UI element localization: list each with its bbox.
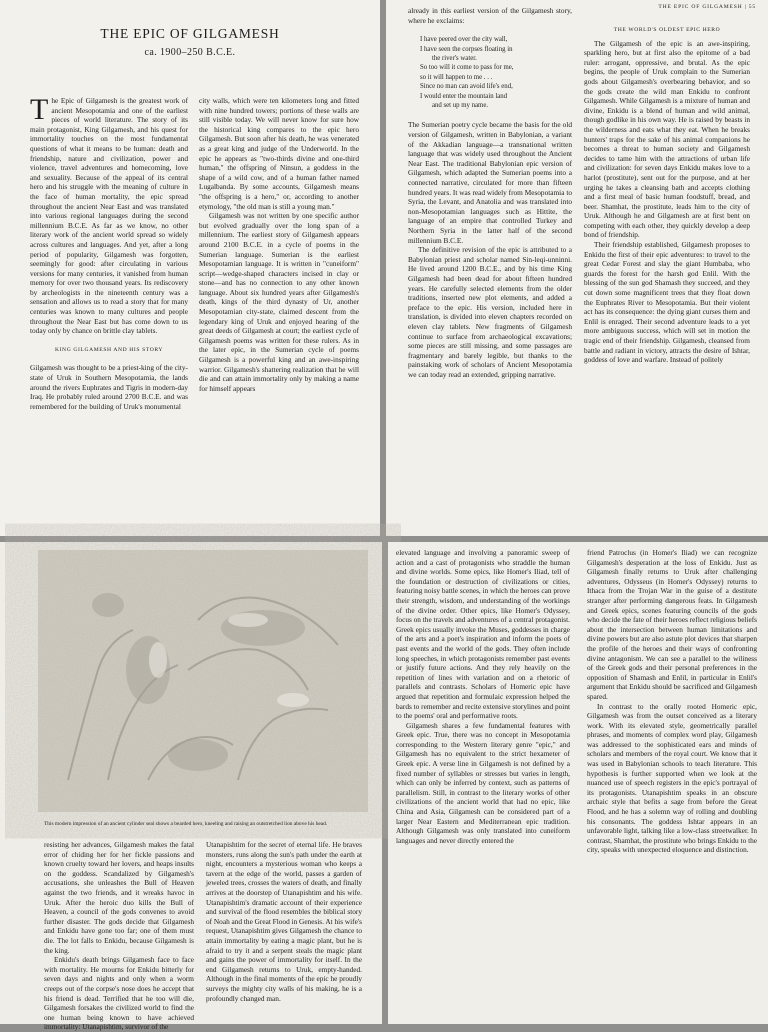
- verse-line: I have seen the corpses floating in: [420, 45, 513, 53]
- section-heading: THE WORLD'S OLDEST EPIC HERO: [613, 27, 721, 33]
- verse-block: [420, 35, 572, 110]
- column-left: [30, 93, 188, 536]
- body-paragraph: In contrast to the orally rooted Homeric epic, Gilgamesh was from the outset conceived as a literary work. With its elevated style, geometrically parallel phrases, and moments of complex word play, Gilgamesh was addressed to the sophisticated ears and minds of scholars and members of the royal court. We know that it was used in Babylonian schools to teach literature. This hypothesis is further supported when we look at the nuanced use of speech registers in the epic's portrayal of its protagonists. Utanapishtim speaks in an obscure archaic style that befits a sage from before the Great Flood, and he has a solemn way of rolling and doubling his consonants. The goddess Ishtar appears in an unfavorable light, talking like a low-class streetwalker. In contrast, Shamhat, the prostitute who brings Enkidu to the city, speaks with unexpected eloquence and distinction.: [587, 701, 757, 855]
- cylinder-seal-image: [38, 550, 368, 812]
- section-heading: KING GILGAMESH AND HIS STORY: [54, 346, 164, 353]
- body-paragraph: Gilgamesh was not written by one specific author but evolved gradually over the long span of a millennium. The earliest story of Gilgamesh appears around 2100 B.C.E. in a cycle of poems in the Sumerian language. Sumerian is the earliest Mesopotamian language. It is written in "cuneiform" script—wedge-shaped characters incised in clay or stone—and has no connection to any other known language. About six hundred years after Gilgamesh's death, kings of the third dynasty of Ur, another Mesopotamian city-state, claimed descent from the legendary king of Uruk and enjoyed hearing of the great deeds of Gilgamesh at court; the earliest cycle of Gilgamesh poems was written for these rulers. As in the later epic, in the Sumerian cycle of poems Gilgamesh is a powerful king and an awe-inspiring warrior. Gilgamesh's shattering realization that he will die and can attain immortality only by making a name for himself appears: [199, 211, 359, 393]
- body-paragraph: Gilgamesh shares a few fundamental features with Greek epic. True, there was no concept in Mesopotamia corresponding to the Western literary genre "epic," and Gilgamesh has no equivalent to the strict hexameter of Greek epic. A verse line in Gilgamesh is not defined by a fixed number of syllables or stresses but varies in length, which can only be inferred by context, such as patterns of parallelism. Still, in contrast to the literary works of other civilizations of the ancient world that had no epic, like China and Asia, Gilgamesh can be considered part of a larger Near Eastern and Mediterranean epic tradition. Although Gilgamesh was only translated into cuneiform languages and never directly entered the: [396, 720, 570, 845]
- body-paragraph: already in this earliest version of the Gilgamesh story, where he exclaims:: [408, 6, 572, 25]
- verse-line: I would enter the mountain land: [420, 92, 508, 100]
- body-paragraph: Utanapishtim for the secret of eternal life. He braves monsters, runs along the sun's path under the earth at night, encounters a mysterious woman who keeps a tavern at the edge of the world, passes a garden of jeweled trees, crosses the waters of death, and finally arrives at the doorstep of Utanapishtim and his wife. Utanapishtim's dramatic account of their experience and survival of the flood resembles the biblical story of Noah and the Great Flood in Genesis. At his wife's request, Utanapishtim gives Gilgamesh the chance to attain immortality by eating a magic plant, but he is afraid to try it and a serpent steals the magic plant and gains the power of immortality for itself. In the end Gilgamesh returns to Uruk, empty-handed. Although in the final moments of the epic he proudly surveys the mighty city walls of his making, he is a profoundly changed man.: [206, 840, 362, 1003]
- column-right: [199, 96, 359, 536]
- page-right-top: [386, 0, 768, 536]
- drop-cap: T: [30, 93, 49, 126]
- seal-relief-illustration: [38, 550, 368, 812]
- page-subtitle: ca. 1900–250 B.C.E.: [144, 47, 236, 58]
- body-paragraph: city walls, which were ten kilometers long and fitted with nine hundred towers; portions of these walls are still visible today. We will never know for sure how the historical king compares to the epic hero Gilgamesh. But soon after his death, he was venerated as a great king and judge of the Underworld. In the epic he appears as "two-thirds divine and one-third human," the offspring of Ninsun, a goddess in the shape of a wild cow, and of a human father named Lugalbanda. By some accounts, Gilgamesh means "the offspring is a hero," or, according to another etymology, "the old man is still a young man.": [199, 96, 359, 211]
- page-left-bottom: [0, 542, 382, 1032]
- running-head: THE EPIC OF GILGAMESH | 55: [658, 4, 756, 10]
- image-caption: This modern impression of an ancient cylinder seal shows a bearded hero, kneeling and raising an outstretched lion above his head.: [44, 821, 328, 827]
- column-right: [206, 840, 362, 1024]
- verse-line: and set up my name.: [432, 102, 489, 110]
- column-left: [408, 6, 572, 536]
- verse-line: I have peered over the city wall,: [420, 36, 508, 44]
- column-left: [396, 548, 570, 1024]
- intro-paragraph: The Epic of Gilgamesh is the greatest work of ancient Mesopotamia and one of the earliest pieces of world literature. The story of its main protagonist, King Gilgamesh, and his quest for immortality touches on the most fundamental questions of what it means to be human: death and friendship, nature and civilization, power and violence, travel adventures and homecoming, love and sexuality. Because of the appeal of its central hero and his struggle with the meaning of culture in the face of human mortality, the epic spread throughout the ancient Near East and was translated into various regional languages during the second millennium B.C.E. As far as we know, no other literary work of the ancient world spread so widely across cultures and languages. And yet, after a long period of popularity, Gilgamesh was forgotten, seemingly for good: after circulating in various versions for many centuries, it vanished from human memory for over two thousand years. Its rediscovery by archeologists in the nineteenth century was a sensation and allows us to read a story that for many centuries was known to many cultures and people throughout the Near East but has come down to us today only by chance on brittle clay tablets.: [30, 93, 188, 336]
- body-paragraph: The definitive revision of the epic is attributed to a Babylonian priest and scholar named Sin-leqi-unninni. He lived around 1200 B.C.E., and by his time King Gilgamesh had been dead for about fifteen hundred years. He carefully selected elements from the older traditions, inserted new plot elements, and added a preface to the epic. His version, included here in translation, is divided into eleven chapters recorded on eleven clay tablets. New fragments of Gilgamesh continue to surface from archaeological excavations; some pieces are still missing, and some passages are fragmentary and barely legible, but thanks to the painstaking work of scholars of Ancient Mesopotamia we can today read an extended, gripping narrative.: [408, 245, 572, 379]
- body-paragraph: friend Patroclus (in Homer's Iliad) we can recognize Gilgamesh's desperation at the loss of Enkidu. Just as Gilgamesh finally returns to Uruk after challenging adventures, Odysseus (in Homer's Odyssey) returns to Ithaca from the Trojan War in the guise of a destitute stranger after performing dangerous feats. In Gilgamesh and Greek epics, scenes featuring councils of the gods who decide the fate of their heroes reflect religious beliefs about the intersection between human limitations and divine powers but are also astute plot devices that sharpen the profile of the heroes and their ways of confronting divine antagonism. We can see a parallel to the wiliness of the Greek gods and their personal preferences in the opposition of Shamash and Enlil, in particular in Enlil's argument that Enkidu should be sacrificed and Gilgamesh spared.: [587, 548, 757, 701]
- body-paragraph: resisting her advances, Gilgamesh makes the fatal error of chiding her for her fickle passions and known cruelty toward her lovers, and heaps insults on the goddess. Scandalized by Gilgamesh's accusations, she unleashes the Bull of Heaven against the two friends, and it wreaks havoc in Uruk. After the heroic duo kills the Bull of Heaven, a council of the gods convenes to avoid further disaster. The gods decide that Gilgamesh and Enkidu have gone too far; one of them must die. The lot falls to Enkidu, because Gilgamesh is the king.: [44, 840, 194, 955]
- verse-line: So too will it come to pass for me,: [420, 64, 514, 72]
- page-right-bottom: [388, 542, 768, 1024]
- verse-line: Since no man can avoid life's end,: [420, 83, 513, 91]
- body-paragraph: The Gilgamesh of the epic is an awe-inspiring, sparkling hero, but at first also the epitome of a bad ruler: arrogant, oppressive, and brutal. As the epic begins, the people of Uruk complain to the Sumerian gods about Gilgamesh's overbearing behavior, and so the gods create the wild man Enkidu to confront Gilgamesh. While Gilgamesh is a mixture of human and divine, Enkidu is a blend of human and wild animal, though godlike in his own way. He is raised by beasts in the wilderness and eats what they eat. When he breaks hunters' traps for the sake of his animal companions he becomes a threat to human society and Gilgamesh decides to tame him with the attractions of urban life and civilization: for seven days Enkidu makes love to a harlot (prostitute), sent out for the purpose, and at her urging he takes a cleansing bath and accepts clothing and a first meal of basic human foodstuff, bread, and beer. Shamhat, the prostitute, leads him to the city of Uruk. Although he and Gilgamesh are at first bent on competing with each other, they quickly develop a deep bond of friendship.: [584, 38, 750, 240]
- verse-line: the river's water.: [432, 55, 477, 62]
- body-paragraph: elevated language and involving a panoramic sweep of action and a cast of protagonists who straddle the human and divine worlds. Some epics, like Homer's Iliad, tell of the foundation or destruction of civilizations or cities, featuring noisy battle scenes, in which the heroes can prove their strength, wisdom, and understanding of the workings of the divine order. Other epics, like Homer's Odyssey, focus on the travels and adventures of a central protagonist. Greek epics usually invoke the Muses, goddesses in charge of the arts and a poet's inspiration and inform the poets of past events and the world of the gods. They often include long speeches, in which protagonists remember past events or justify future actions. And they rely heavily on the repetition of lines with variation and on a rhetoric of parallels and contrasts. Scholars of Homeric epic have argued that repetition and formulaic expression helped the bards to remember and recite extensive storylines and point to the poems' oral and performative roots.: [396, 548, 570, 721]
- page-title: THE EPIC OF GILGAMESH: [100, 26, 280, 41]
- section-paragraph: Gilgamesh was thought to be a priest-king of the city-state of Uruk in Southern Mesopotamia, the lands around the rivers Euphrates and Tigris in modern-day Iraq. He probably ruled around 2700 B.C.E. and was remembered for the building of Uruk's monumental: [30, 363, 188, 411]
- column-right: [584, 26, 750, 536]
- body-paragraph: Their friendship established, Gilgamesh proposes to Enkidu the first of their epic adventures: to travel to the great Cedar Forest and slay the giant Humbaba, who guards the forest for the harsh god Enlil. With the blessing of the sun god Shamash they succeed, and they cut down some magnificent trees that they float down the Euphrates River to Mesopotamia. But their violent act has its consequence: the dying giant curses them and Enlil is enraged. Their second adventure leads to a yet more ambiguous success, which will set in motion the tragic end of their friendship. Gilgamesh, cleansed from battle and radiant in victory, attracts the desire of Ishtar, goddess of love and warfare. Instead of politely: [584, 240, 750, 365]
- column-left: [44, 840, 194, 1032]
- verse-line: so it will happen to me . . .: [420, 73, 493, 81]
- body-paragraph: The Sumerian poetry cycle became the basis for the old version of Gilgamesh, written in Babylonian, a variant of the Akkadian language—a transnational written language that was widely used throughout the Ancient Near East. The traditional Babylonian epic version of Gilgamesh, which adapted the Sumerian poems into a connected narrative, circulated for more than fifteen hundred years. It was read widely from Mesopotamia to Syria, the Levant, and Anatolia and was translated into non-Mesopotamian languages such as Hittite, the language of an empire that controlled Turkey and Northern Syria in the latter half of the second millennium B.C.E.: [408, 120, 572, 245]
- column-right: [587, 548, 757, 1024]
- body-paragraph: Enkidu's death brings Gilgamesh face to face with mortality. He mourns for Enkidu bitterly for seven days and nights and only when a worm creeps out of the corpse's nose does he accept that his friend is dead. Terrified that he too will die, Gilgamesh forsakes the civilized world to find the one human being known to have achieved immortality: Utanapishtim, survivor of the: [44, 955, 194, 1032]
- page-left-top: [0, 0, 380, 536]
